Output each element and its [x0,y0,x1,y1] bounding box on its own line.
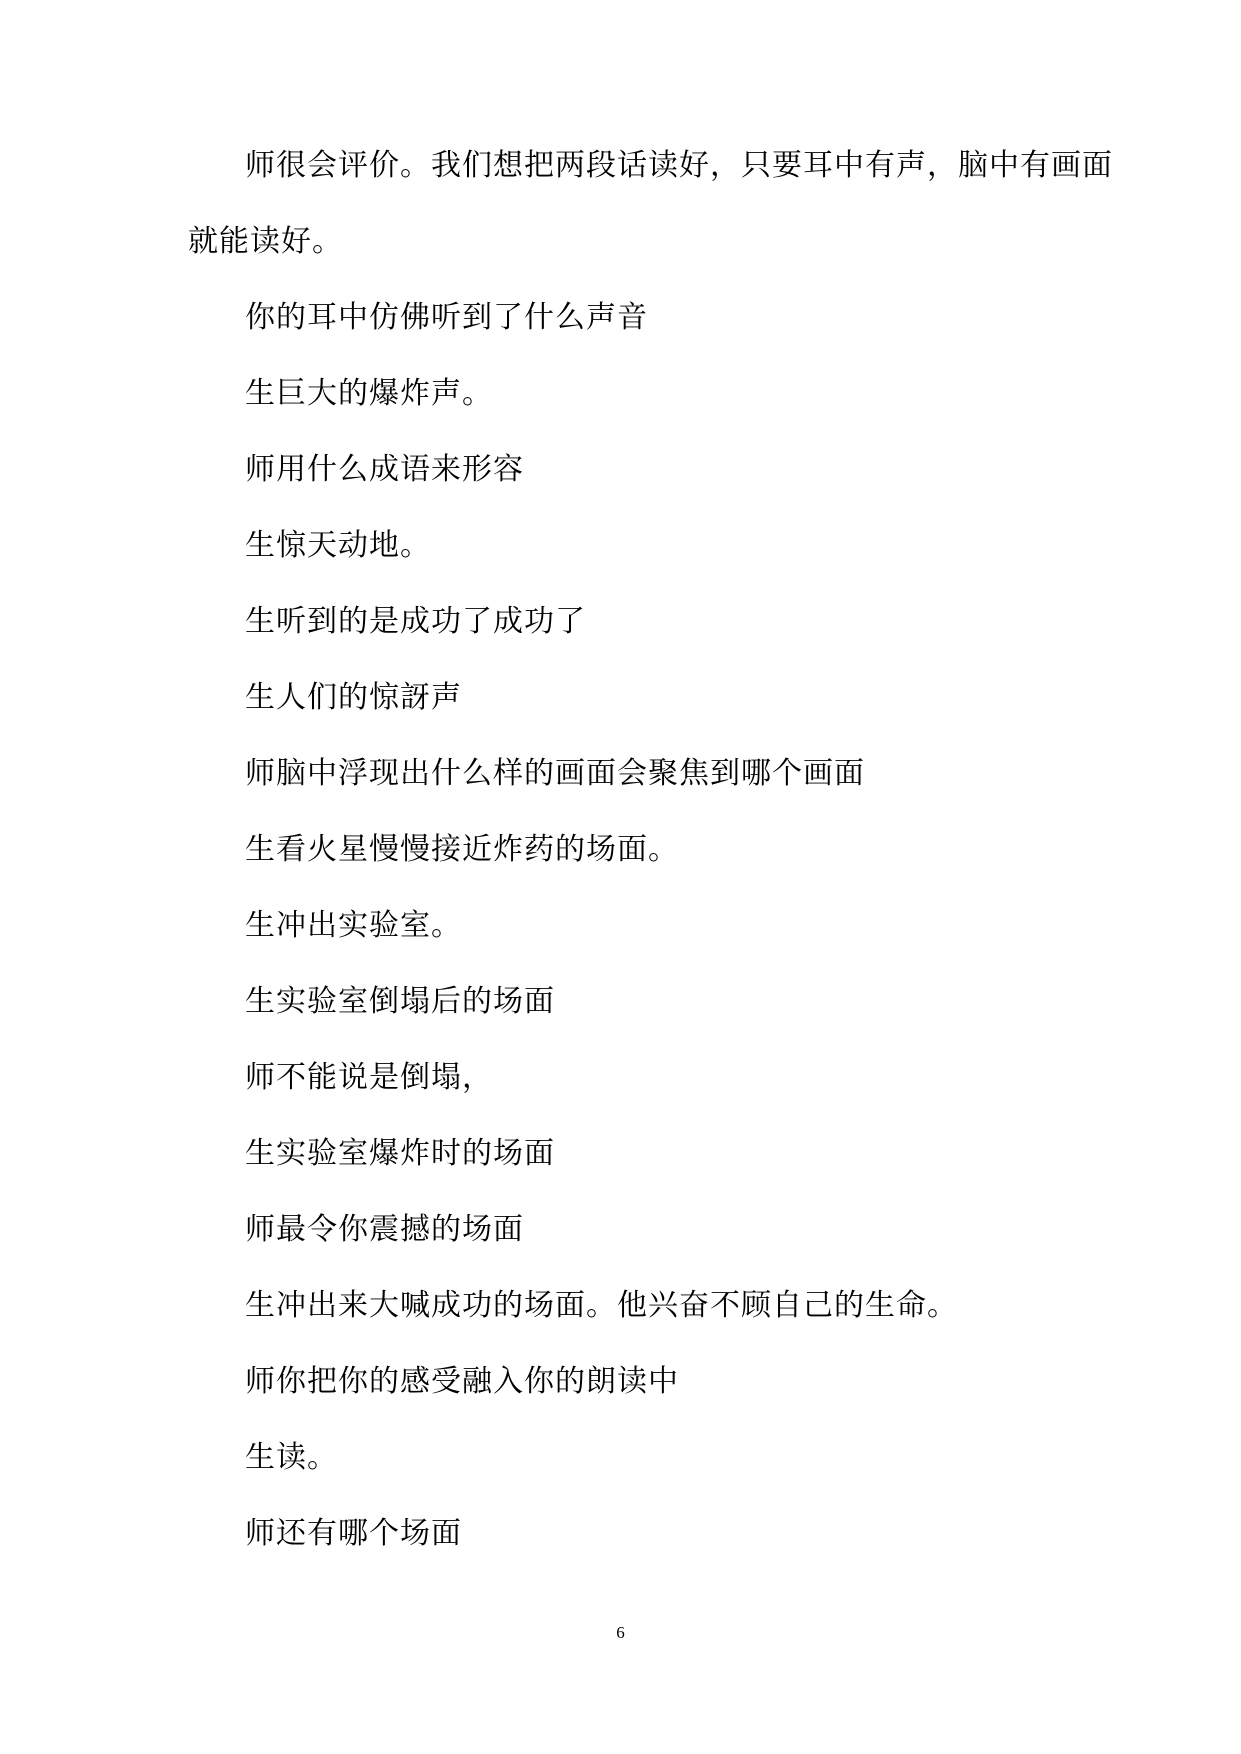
paragraph-line: 生冲出实验室。 [245,908,462,943]
paragraph-line: 师你把你的感受融入你的朗读中 [245,1364,679,1399]
paragraph-line: 师不能说是倒塌， [245,1060,493,1095]
paragraph-line: 师还有哪个场面 [245,1516,462,1551]
paragraph-line: 师最令你震撼的场面 [245,1212,524,1247]
paragraph-line: 师很会评价。我们想把两段话读好，只要耳中有声，脑中有画面 [245,148,1113,183]
page-number: 6 [616,1623,625,1642]
paragraph-line: 生惊天动地。 [245,528,431,563]
paragraph-line: 师用什么成语来形容 [245,452,524,487]
paragraph-line: 生实验室倒塌后的场面 [245,984,555,1019]
paragraph-line: 你的耳中仿佛听到了什么声音 [245,300,648,335]
paragraph-line: 生冲出来大喊成功的场面。他兴奋不顾自己的生命。 [245,1288,958,1323]
paragraph-line: 生人们的惊訝声 [245,680,462,715]
paragraph-line: 就能读好。 [188,224,343,259]
paragraph-line: 生巨大的爆炸声。 [245,376,493,411]
paragraph-line: 生看火星慢慢接近炸药的场面。 [245,832,679,867]
paragraph-line: 生听到的是成功了成功了 [245,604,586,639]
paragraph-line: 生读。 [245,1440,338,1475]
paragraph-line: 师脑中浮现出什么样的画面会聚焦到哪个画面 [245,756,865,791]
paragraph-line: 生实验室爆炸时的场面 [245,1136,555,1171]
